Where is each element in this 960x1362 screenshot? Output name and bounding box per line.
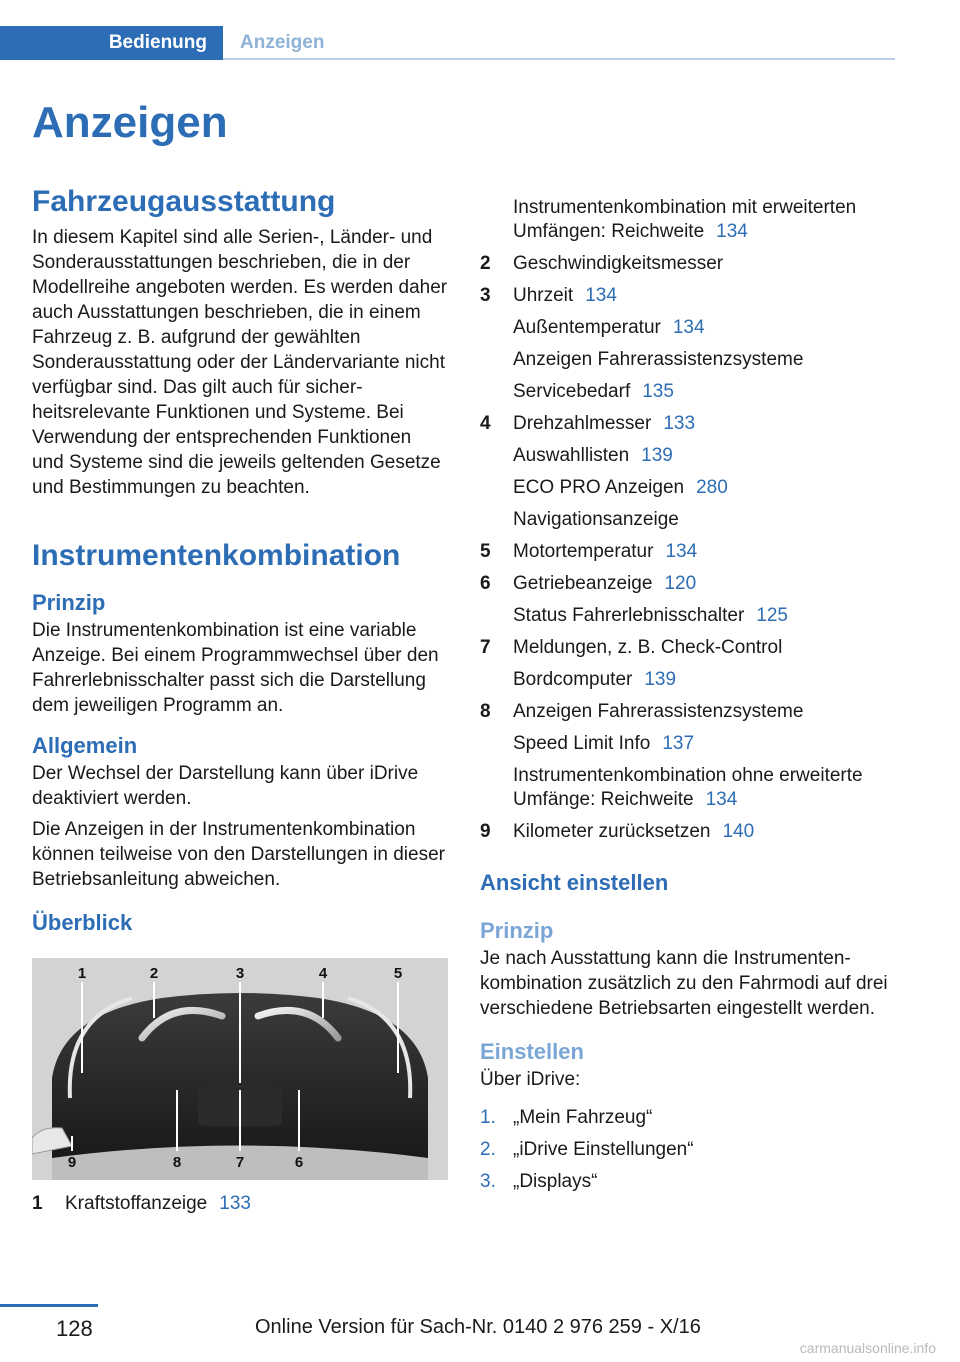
item-text: Kraftstoffanzeige [65, 1193, 208, 1214]
page-reference-link[interactable]: 134 [716, 221, 748, 242]
subsection-title-einstellen: Einstellen [480, 1039, 584, 1064]
section-title-fahrzeugausstattung: Fahrzeugausstattung [32, 185, 336, 218]
page-reference-link[interactable]: 134 [705, 789, 738, 810]
figure-label-9: 9 [67, 1154, 77, 1171]
step-item [480, 1166, 895, 1198]
figure-label-5: 5 [393, 965, 403, 982]
list-item [480, 760, 895, 816]
right-column [480, 192, 895, 1198]
page-reference-link[interactable]: 280 [696, 477, 728, 498]
item-number [480, 604, 513, 628]
item-text: Auswahllisten [513, 445, 630, 466]
item-number [480, 732, 513, 756]
paragraph-einstellen-intro: Über iDrive: [480, 1069, 581, 1090]
item-text: Anzeigen Fahrerassistenzsysteme [513, 701, 804, 722]
list-item [480, 192, 895, 248]
item-number [480, 444, 513, 468]
item-text: Status Fahrerlebnisschalter [513, 605, 745, 626]
page-reference-link[interactable]: 133 [219, 1193, 251, 1214]
page-reference-link[interactable]: 120 [664, 573, 697, 594]
tab-anzeigen[interactable]: Anzeigen [240, 32, 325, 53]
list-item [480, 344, 895, 376]
list-item [480, 536, 895, 568]
item-text: Geschwindigkeitsmesser [513, 253, 724, 274]
steps-list [480, 1102, 895, 1198]
page-reference-link[interactable]: 139 [644, 669, 677, 690]
list-item [480, 664, 895, 696]
section-title-instrumentenkombination: Instrumentenkombination [32, 539, 401, 572]
item-text: Außentemperatur [513, 317, 661, 338]
item-number: 4 [480, 413, 491, 434]
tab-bedienung[interactable]: Bedienung [0, 26, 223, 60]
subsection-title-prinzip: Prinzip [32, 590, 106, 615]
list-item [480, 632, 895, 664]
item-number: 7 [480, 637, 491, 658]
list-item [480, 376, 895, 408]
header-tabs [0, 26, 895, 60]
list-item [480, 440, 895, 472]
instrument-cluster-figure [32, 958, 448, 1180]
item-number [480, 764, 513, 812]
list-item [480, 248, 895, 280]
step-number: 2. [480, 1139, 496, 1160]
page-reference-link[interactable]: 137 [662, 733, 695, 754]
figure-label-3: 3 [235, 965, 245, 982]
step-text: „Mein Fahrzeug“ [513, 1107, 653, 1128]
list-item [32, 1188, 448, 1220]
item-text: Drehzahlmesser [513, 413, 652, 434]
list-item [480, 600, 895, 632]
subsection-title-allgemein: Allgemein [32, 733, 138, 758]
step-item [480, 1134, 895, 1166]
page-reference-link[interactable]: 134 [665, 541, 698, 562]
item-text: Meldungen, z. B. Check-Control [513, 637, 783, 658]
item-number [480, 348, 513, 372]
header-divider [223, 58, 895, 60]
item-number: 9 [480, 821, 491, 842]
step-item [480, 1102, 895, 1134]
page-reference-link[interactable]: 125 [756, 605, 788, 626]
legend-list-right [480, 192, 895, 248]
item-text: Navigationsanzeige [513, 509, 679, 530]
item-text: Uhrzeit [513, 285, 574, 306]
paragraph-allgemein-1: Der Wechsel der Darstellung kann über iDrive deaktiviert werden. [32, 763, 419, 809]
item-number: 6 [480, 573, 491, 594]
item-text: ECO PRO Anzeigen [513, 477, 685, 498]
item-text: Speed Limit Info [513, 733, 651, 754]
left-column [32, 182, 448, 1220]
instrument-cluster-illustration [32, 958, 448, 1180]
step-text: „Displays“ [513, 1171, 598, 1192]
paragraph-prinzip-right: Je nach Ausstattung kann die Instrumentenkombination zusätzlich zu den Fahrmodi auf drei verschiedene Betriebsarten eingestellt werden. [480, 948, 888, 1019]
step-number: 3. [480, 1171, 496, 1192]
list-item [480, 568, 895, 600]
item-text: Motortemperatur [513, 541, 654, 562]
legend-list-left [32, 1188, 448, 1220]
figure-label-2: 2 [149, 965, 159, 982]
list-item [480, 728, 895, 760]
item-number [480, 476, 513, 500]
item-number: 3 [480, 285, 491, 306]
item-text: Servicebedarf [513, 381, 631, 402]
item-text: Instrumentenkombination mit erweiterten Umfängen: Reichweite [513, 197, 857, 242]
page-title: Anzeigen [32, 98, 228, 147]
page-reference-link[interactable]: 134 [672, 317, 705, 338]
paragraph-prinzip: Die Instrumentenkombination ist eine variable Anzeige. Bei einem Programmwechsel über den Fahrerlebnisschalter passt sich die Darstellung dem jeweiligen Programm an. [32, 620, 439, 716]
item-number [480, 380, 513, 404]
subsection-title-ueberblick: Überblick [32, 910, 133, 935]
page-reference-link[interactable]: 135 [642, 381, 674, 402]
item-text: Anzeigen Fahrerassistenzsysteme [513, 349, 804, 370]
page-reference-link[interactable]: 140 [722, 821, 755, 842]
item-number: 8 [480, 701, 491, 722]
watermark: carmanualsonline.info [799, 1340, 936, 1356]
figure-label-7: 7 [235, 1154, 245, 1171]
paragraph-allgemein-2: Die Anzeigen in der Instrumentenkombination können teilweise von den Darstellungen in dieser Betriebsanleitung abweichen. [32, 819, 445, 890]
paragraph-fahrzeugausstattung: In diesem Kapitel sind alle Serien-, Länder- und Sonderausstattungen beschrieben, die in der Modellreihe angeboten werden. Es werden daher auch Ausstattungen beschrieben, die in einem Fahrzeug z. B. aufgrund der gewählten Sonderausstattung oder der Ländervariante nicht verfügbar sind. Das gilt auch für sicherheitsrelevante Funktionen und Systeme. Bei Verwendung der entsprechenden Funktionen und Systeme sind die jeweils geltenden Gesetze und Bestimmungen zu beachten. [32, 227, 448, 498]
page-reference-link[interactable]: 139 [641, 445, 673, 466]
item-text: Getriebeanzeige [513, 573, 653, 594]
figure-label-1: 1 [77, 965, 87, 982]
list-item [480, 472, 895, 504]
item-text: Kilometer zurücksetzen [513, 821, 711, 842]
page-reference-link[interactable]: 134 [585, 285, 617, 306]
item-number: 5 [480, 541, 491, 562]
item-number: 2 [480, 253, 491, 274]
subsection-title-prinzip-right: Prinzip [480, 918, 554, 943]
footer-accent-line [0, 1304, 98, 1307]
list-item [480, 696, 895, 728]
list-item [480, 408, 895, 440]
item-text: Bordcomputer [513, 669, 633, 690]
item-number [480, 668, 513, 692]
step-text: „iDrive Einstellungen“ [513, 1139, 694, 1160]
item-number [480, 316, 513, 340]
list-item [480, 280, 895, 312]
item-text: Instrumentenkombination ohne erweiterte Umfänge: Reichweite [513, 765, 863, 810]
figure-label-8: 8 [172, 1154, 182, 1171]
figure-label-6: 6 [294, 1154, 304, 1171]
page-reference-link[interactable]: 133 [663, 413, 696, 434]
legend-items [480, 248, 895, 848]
footer-online-version: Online Version für Sach-Nr. 0140 2 976 259 - X/16 [255, 1316, 701, 1338]
item-number: 1 [32, 1193, 43, 1214]
page-number: 128 [56, 1316, 93, 1341]
list-item [480, 312, 895, 344]
list-item [480, 504, 895, 536]
figure-label-4: 4 [318, 965, 328, 982]
step-number: 1. [480, 1107, 496, 1128]
item-number [480, 508, 513, 532]
list-item [480, 816, 895, 848]
subsection-title-ansicht-einstellen: Ansicht einstellen [480, 870, 669, 895]
